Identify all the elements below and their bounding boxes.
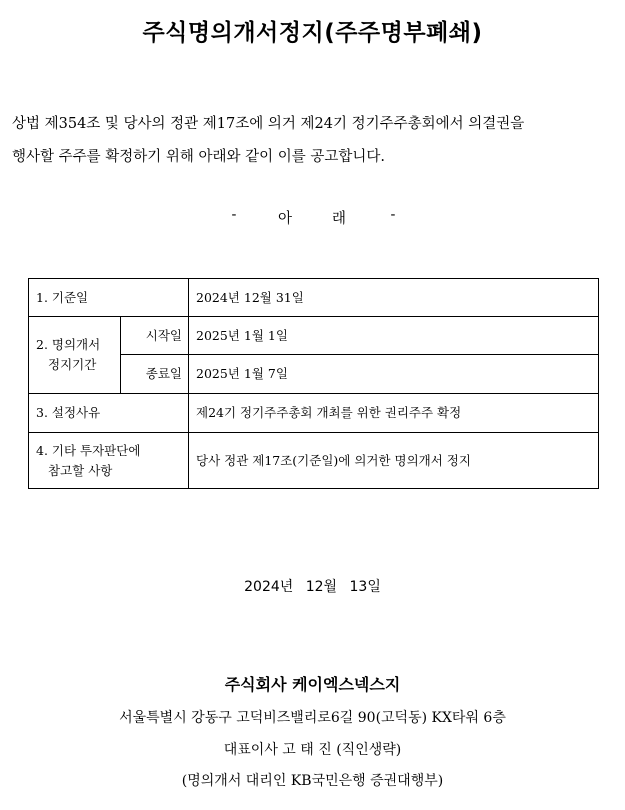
reason-value: 제24기 정기주주총회 개최를 위한 권리주주 확정 (189, 394, 599, 433)
info-table (28, 278, 599, 489)
other-value: 당사 정관 제17조(기준일)에 의거한 명의개서 정지 (189, 433, 599, 489)
suspension-period-label-line1: 2. 명의개서 (36, 337, 101, 352)
ceo-line: 대표이사 고 태 진 (직인생략) (223, 742, 402, 758)
reason-label: 3. 설정사유 (29, 394, 189, 433)
start-date-label: 시작일 (121, 317, 189, 355)
page-title: 주식명의개서정지(주주명부폐쇄) (142, 20, 483, 46)
notice-char-a: 아 (277, 211, 293, 227)
end-date-label: 종료일 (121, 355, 189, 394)
table-row-suspension-start (29, 317, 599, 355)
intro-line-1: 상법 제354조 및 당사의 정관 제17조에 의거 제24기 정기주주총회에서 의결권을 (12, 116, 525, 132)
other-label-line2: 참고할 사항 (48, 462, 113, 478)
record-date-label: 1. 기준일 (29, 279, 189, 317)
other-label (29, 433, 189, 489)
notice-heading (0, 207, 625, 227)
notice-char-rae: 래 (331, 211, 347, 227)
start-date-value: 2025년 1월 1일 (189, 317, 599, 355)
notice-dash-right: - (390, 207, 396, 223)
table-row-other (29, 433, 599, 489)
other-label-line1: 4. 기타 투자판단에 (36, 442, 141, 458)
company-name: 주식회사 케이엑스넥스지 (224, 675, 401, 694)
intro-line-2: 행사할 주주를 확정하기 위해 아래와 같이 이를 공고합니다. (12, 149, 386, 165)
transfer-agent: (명의개서 대리인 KB국민은행 증권대행부) (181, 773, 444, 789)
notice-dash-left: - (231, 207, 237, 223)
end-date-value: 2025년 1월 7일 (189, 355, 599, 394)
suspension-period-label (29, 317, 121, 394)
company-address: 서울특별시 강동구 고덕비즈밸리로6길 90(고덕동) KX타워 6층 (119, 710, 506, 726)
table-row-reason (29, 394, 599, 433)
table-row-record-date (29, 279, 599, 317)
record-date-value: 2024년 12월 31일 (189, 279, 599, 317)
suspension-period-label-line2: 정지기간 (48, 357, 97, 372)
announcement-date: 2024년 12월 13일 (244, 579, 381, 595)
